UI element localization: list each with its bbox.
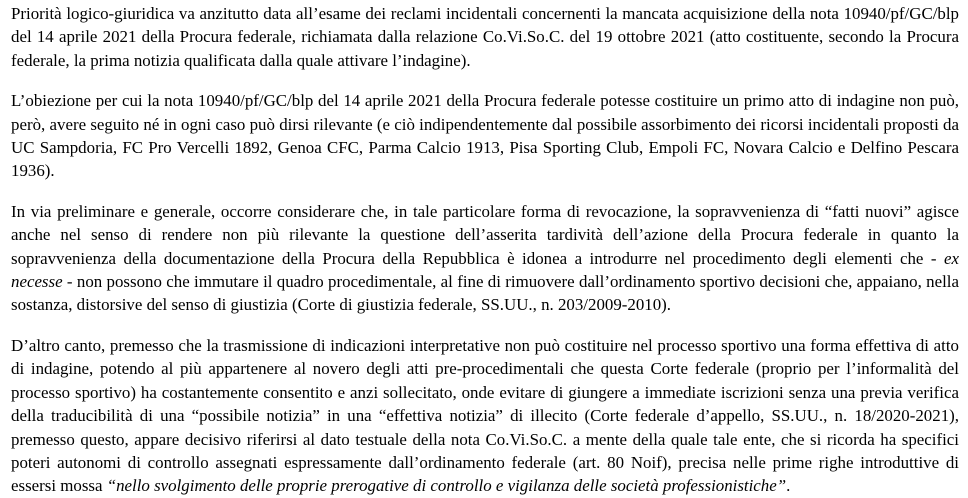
paragraph-4-quotation: “nello svolgimento delle proprie prerogative di controllo e vigilanza delle società professionistiche”	[106, 476, 787, 496]
paragraph-4-text-b: .	[786, 476, 791, 496]
paragraph-2-text: L’obiezione per cui la nota 10940/pf/GC/blp del 14 aprile 2021 della Procura federale potesse costituire un primo atto di indagine non può, però, avere seguito né in ogni caso può dirsi rilevante (e ciò indipendentemente dal possibile assorbimento dei ricorsi incidentali proposti da UC Sampdoria, FC Pro Vercelli 1892, Genoa CFC, Parma Calcio 1913, Pisa Sporting Club, Empoli FC, Novara Calcio e Delfino Pescara 1936).	[11, 91, 959, 181]
paragraph-1	[11, 2, 959, 72]
paragraph-4-text-a: D’altro canto, premesso che la trasmissione di indicazioni interpretative non può costituire nel processo sportivo una forma effettiva di atto di indagine, potendo al più appartenere al novero degli atti pre-procedimentali che questa Corte federale (proprio per l’informalità del processo sportivo) ha costantemente consentito e anzi sollecitato, onde evitare di giungere a immediate iscrizioni senza una previa verifica della traducibilità di una “possibile notizia” in una “effettiva notizia” di illecito (Corte federale d’appello, SS.UU., n. 18/2020-2021), premesso questo, appare decisivo riferirsi al dato testuale della nota Co.Vi.So.C. a mente della quale tale ente, che si ricorda ha specifici poteri autonomi di controllo assegnati espressamente dall’ordinamento federale (art. 80 Noif), precisa nelle prime righe introduttive di essersi mossa	[11, 335, 959, 496]
paragraph-3-text-b: - non possono che immutare il quadro procedimentale, al fine di rimuovere dall’ordinamento sportivo decisioni che, appaiano, nella sostanza, distorsive del senso di giustizia (Corte di giustizia federale, SS.UU., n. 203/2009-2010).	[11, 272, 959, 315]
paragraph-3-text-a: In via preliminare e generale, occorre considerare che, in tale particolare forma di revocazione, la sopravvenienza di “fatti nuovi” agisce anche nel senso di rendere non più rilevante la questione dell’asserita tardività dell’azione della Procura federale in quanto la sopravvenienza della documentazione della Procura della Repubblica è idonea a introdurre nel procedimento degli elementi che -	[11, 201, 959, 268]
paragraph-2	[11, 89, 959, 183]
paragraph-3	[11, 200, 959, 317]
paragraph-4	[11, 334, 959, 498]
paragraph-3-latin-phrase: ex necesse	[11, 248, 959, 292]
paragraph-1-text: Priorità logico-giuridica va anzitutto data all’esame dei reclami incidentali concernenti la mancata acquisizione della nota 10940/pf/GC/blp del 14 aprile 2021 della Procura federale, richiamata dalla relazione Co.Vi.So.C. del 19 ottobre 2021 (atto costituente, secondo la Procura federale, la prima notizia qualificata dalla quale attivare l’indagine).	[11, 4, 959, 70]
